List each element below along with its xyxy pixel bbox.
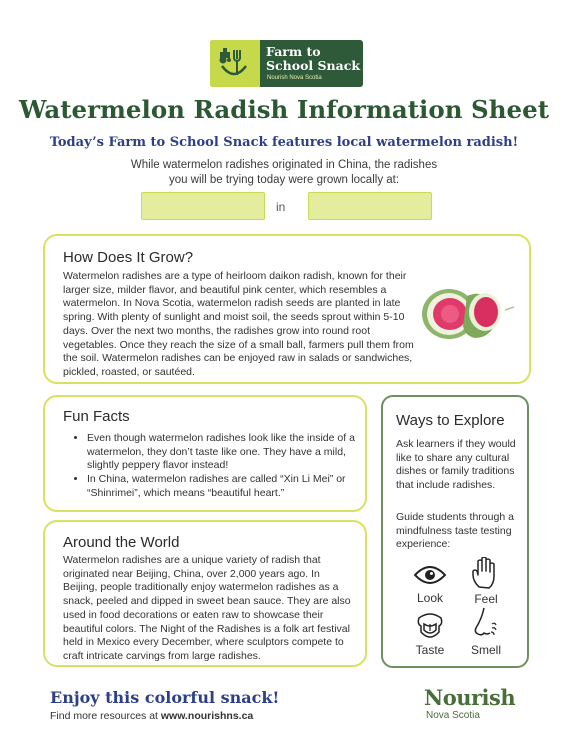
around-the-world-panel (43, 520, 367, 667)
sense-label: Taste (415, 643, 445, 657)
nourish-logo-sub: Nova Scotia (426, 710, 480, 721)
fun-facts-panel (43, 395, 367, 512)
explore-text-2: Guide students through a mindfulness taste testing experience: (396, 511, 514, 551)
explore-title: Ways to Explore (396, 412, 505, 429)
footer-resources (50, 710, 253, 722)
sense-smell (458, 606, 514, 657)
sense-look (402, 562, 458, 605)
logo-title-line2: School Snack (266, 58, 360, 73)
farm-location-field[interactable] (308, 192, 432, 220)
grow-title: How Does It Grow? (63, 249, 194, 266)
logo-title (266, 45, 360, 73)
logo-title-line1: Farm to (266, 44, 321, 59)
sense-label: Look (416, 591, 444, 605)
sense-label: Smell (470, 643, 501, 657)
logo-mark (210, 40, 260, 87)
footer-headline: Enjoy this colorful snack! (50, 688, 280, 707)
world-text: Watermelon radishes are a unique variety of radish that originated near Beijing, China, over 2,000 years ago. In Beijing, people traditionally enjoy watermelon radishes as a snack, peeled and dipped in sweet bean sauce. They are also used in food decorations or eaten raw to showcase their beautiful colors. The Night of the Radishes is a folk art festival held in Mexico every December, where sculptors compete to craft intricate carvings from large radishes. (63, 554, 351, 662)
page-title: Watermelon Radish Information Sheet (18, 95, 550, 124)
farm-name-field[interactable] (141, 192, 265, 220)
resources-link[interactable]: www.nourishns.ca (160, 710, 254, 722)
sense-taste (402, 610, 458, 657)
nose-icon (472, 606, 500, 640)
sense-label: Feel (474, 592, 498, 606)
fun-facts-title: Fun Facts (63, 408, 130, 425)
intro-text: While watermelon radishes originated in China, the radishes you will be trying today were grown locally at: (130, 159, 438, 186)
tractor-fork-icon (218, 46, 252, 82)
watermelon-radish-image (419, 280, 515, 344)
resources-prefix: Find more resources at (50, 710, 161, 722)
fun-facts-list (73, 432, 358, 501)
fill-in-connector: in (276, 200, 286, 214)
eye-icon (413, 562, 447, 588)
farm-to-school-logo (210, 40, 363, 87)
hand-icon (471, 557, 501, 589)
explore-text-1: Ask learners if they would like to share any cultural dishes or family traditions that include radishes. (396, 438, 516, 492)
grow-text: Watermelon radishes are a type of heirloom daikon radish, known for their larger size, milder flavor, and beautiful pink center, which resembles a watermelon. In Nova Scotia, watermelon radish seeds are planted in late spring. With plenty of sunlight and moist soil, the seeds sprout within 5-10 days. Over the next two months, the radishes grow into round root vegetables. Once they reach the size of a small ball, farmers pull them from the soil. Watermelon radishes can be enjoyed raw in salads or sandwiches, pickled, roasted, or sautéed. (63, 270, 414, 378)
page-subtitle: Today’s Farm to School Snack features local watermelon radish! (49, 135, 519, 150)
logo-subtitle: Nourish Nova Scotia (267, 75, 322, 81)
sense-feel (458, 557, 514, 606)
nourish-logo: Nourish (424, 685, 516, 710)
tongue-icon (415, 610, 445, 640)
fun-fact-item: • In China, watermelon radishes are called “Xin Li Mei” or “Shinrimei”, which means “beautiful heart.” (87, 473, 358, 500)
ways-to-explore-panel (381, 395, 529, 668)
fun-fact-item: • Even though watermelon radishes look like the inside of a watermelon, they don’t taste like one. They have a mild, slightly peppery flavor instead! (87, 432, 358, 473)
world-title: Around the World (63, 534, 180, 551)
how-does-it-grow-panel (43, 234, 531, 384)
